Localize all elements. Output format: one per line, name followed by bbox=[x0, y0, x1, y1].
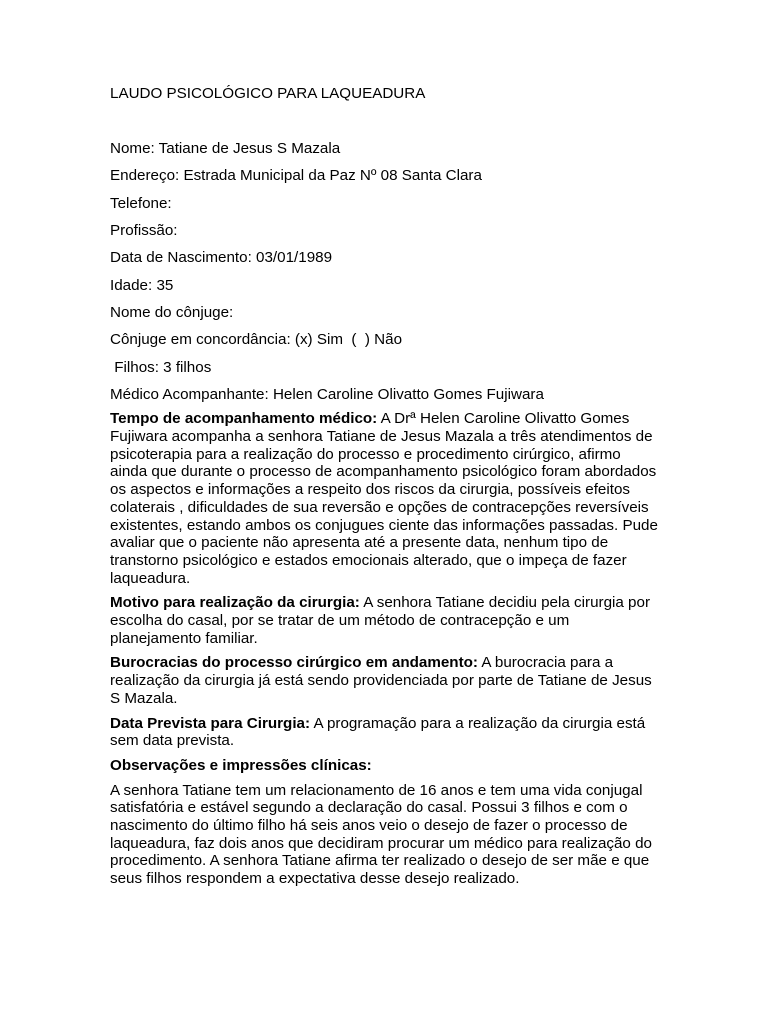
document-title: LAUDO PSICOLÓGICO PARA LAQUEADURA bbox=[110, 85, 426, 102]
field-spouse-agreement: Cônjuge em concordância: (x) Sim ( ) Não bbox=[110, 331, 403, 349]
field-phone: Telefone: bbox=[110, 194, 172, 212]
observations-text: A senhora Tatiane tem um relacionamento de 16 anos e tem uma vida conjugal satisfatória e estável segundo a declaração do casal. Possui 3 filhos e com o nascimento do último filho há seis anos veio o desejo de fazer o processo de laqueadura, faz dois anos que decidiram procurar um médico para realização do procedimento. A senhora Tatiane afirma ter realizado o desejo de ser mãe e que seus filhos respondem a expectativa desse desejo realizado. bbox=[110, 781, 652, 888]
section-bureaucracy bbox=[110, 654, 662, 707]
section-heading: Burocracias do processo cirúrgico em andamento: bbox=[110, 654, 478, 672]
field-address: Endereço: Estrada Municipal da Paz Nº 08 Santa Clara bbox=[110, 167, 482, 185]
section-text: A Drª Helen Caroline Olivatto Gomes Fujiwara acompanha a senhora Tatiane de Jesus Mazala a três atendimentos de psicoterapia para a realização do processo e procedimento cirúrgico, afirmo ainda que durante o processo de acompanhamento psicológico foram abordados os aspectos e informações a respeito dos riscos da cirurgia, possíveis efeitos colaterais , dificuldades de sua reversão e opções de contracepções reversíveis existentes, estando ambos os conjugues ciente das informações passadas. Pude avaliar que o paciente não apresenta até a presente data, nenhum tipo de transtorno psicológico e estados emocionais alterado, que o impeça de fazer laqueadura. bbox=[110, 410, 658, 587]
field-birth-date: Data de Nascimento: 03/01/1989 bbox=[110, 249, 333, 267]
section-text: A burocracia para a realização da cirurgia já está sendo providenciada por parte de Tatiane de Jesus S Mazala. bbox=[110, 654, 652, 707]
section-heading: Tempo de acompanhamento médico: bbox=[110, 410, 378, 428]
field-spouse-name: Nome do cônjuge: bbox=[110, 303, 234, 321]
section-surgery-reason bbox=[110, 594, 662, 647]
document-body bbox=[110, 84, 662, 895]
patient-info bbox=[110, 139, 662, 405]
field-attending-doctor: Médico Acompanhante: Helen Caroline Olivatto Gomes Fujiwara bbox=[110, 385, 544, 403]
section-follow-up-time bbox=[110, 410, 662, 587]
section-heading: Data Prevista para Cirurgia: bbox=[110, 714, 311, 732]
section-heading: Observações e impressões clínicas: bbox=[110, 756, 372, 774]
section-text: A senhora Tatiane decidiu pela cirurgia por escolha do casal, por se tratar de um método de contracepção e um planejamento familiar. bbox=[110, 594, 651, 647]
section-expected-date bbox=[110, 715, 662, 750]
section-heading: Motivo para realização da cirurgia: bbox=[110, 594, 360, 612]
field-children: Filhos: 3 filhos bbox=[110, 358, 212, 376]
field-age: Idade: 35 bbox=[110, 276, 174, 294]
section-text: A programação para a realização da cirurgia está sem data prevista. bbox=[110, 714, 646, 750]
section-observations-heading bbox=[110, 757, 662, 775]
field-profession: Profissão: bbox=[110, 221, 178, 239]
field-name: Nome: Tatiane de Jesus S Mazala bbox=[110, 140, 341, 157]
